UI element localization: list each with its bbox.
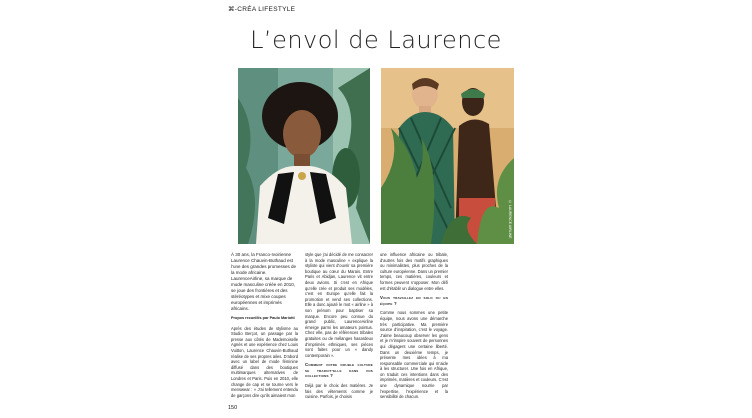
intro-paragraph: À 30 ans, la Franco-Ivoirienne Laurence Chauvin-Buthaud est l’une des grandes promesses de la mode africaine. LaurenceAirline, sa marque de mode masculine créée en 2010, se joue des frontières et des stéréotypes et mixe coupes européennes et imprimés africains. [231,252,297,311]
body-paragraph: Après des études de stylisme au Studio Berçot, un passage par la presse aux côtés de Mademoiselle Agnès et une expérience chez Louis Vuitton, Laurence Chauvin-Buthaud réalise de ses propres ailes. D’abord avec un label de mode féminine diffusé dans des boutiques multimarques alternatives de Londres et Paris. Puis en 2010, elle change de cap et se tourne vers le menswear : « J’ai tellement entendu de garçons dire qu’ils aimaient mon [231,325,298,398]
section-tag: ⌘-CRÉA LIFESTYLE [228,6,296,13]
portrait-photo [238,68,370,244]
author-credit: Propos recueillis par Paulo Mariotti [231,316,295,320]
page-number: 150 [228,405,238,411]
column-1 [231,252,298,402]
body-paragraph: style que j’ai décidé de me consacrer à la mode masculine » explique la styliste qui vient d’ouvrir sa première boutique au cœur du Marais. Entre Paris et Abidjan, Laurence vit entre deux avions. Si c’est en Afrique qu’elle crée et produit ses modèles, c’est en Europe qu’elle fait la promotion et vend ses collections. Elle a donc ajouté le mot « airline » à son prénom pour baptiser sa marque. Encore peu connue du grand public, LaurenceAirline émerge parmi les amateurs pointus. Chez elle, pas de références tribales gratuites ou de mélanges hasardeux d’imprimés ethniques, ses pièces sont faites pour un « dandy contemporain ». [305,252,373,358]
portrait-illustration [238,68,370,244]
interview-question: Vous travaillez en solo ou en équipe ? [380,295,448,306]
column-2 [305,252,373,404]
interview-answer: Déjà par le choix des matières. Je fais des vêtements comme je cuisine. Parfois, je choisis [305,383,373,400]
interview-question: Comment votre double culture se traduit-elle dans vos collections ? [305,362,373,379]
body-paragraph: une influence africaine ou tribale, d’autres fois des motifs graphiques ou minimalistes, plus proches de la culture européenne. Dans un premier temps, ces matières, couleurs et formes peuvent s’opposer. Mon défi est d’établir un dialogue entre elles. [380,252,448,291]
interview-answer: Comme nous sommes une petite équipe, nous avons une démarche très participative. Ma première source d’inspiration, c’est le voyage. J’aime beaucoup observer les gens et je m’inspire souvent de personnes qui dégagent une certaine liberté. Dans un deuxième temps, je présente mes idées à ma responsable commerciale qui m’aide à les structurer. Une fois en Afrique, on traduit ces intentions dans des imprimés, matières et couleurs. C’est une dynamique nourrie par l’expertise, l’expérience et la sensibilité de chacun. [380,310,448,400]
column-3 [380,252,448,404]
models-illustration [381,68,514,244]
photo-credit: © LAURENCE AIRLINE [508,199,512,238]
models-photo [381,68,514,244]
article-title: L’envol de Laurence [250,26,502,54]
